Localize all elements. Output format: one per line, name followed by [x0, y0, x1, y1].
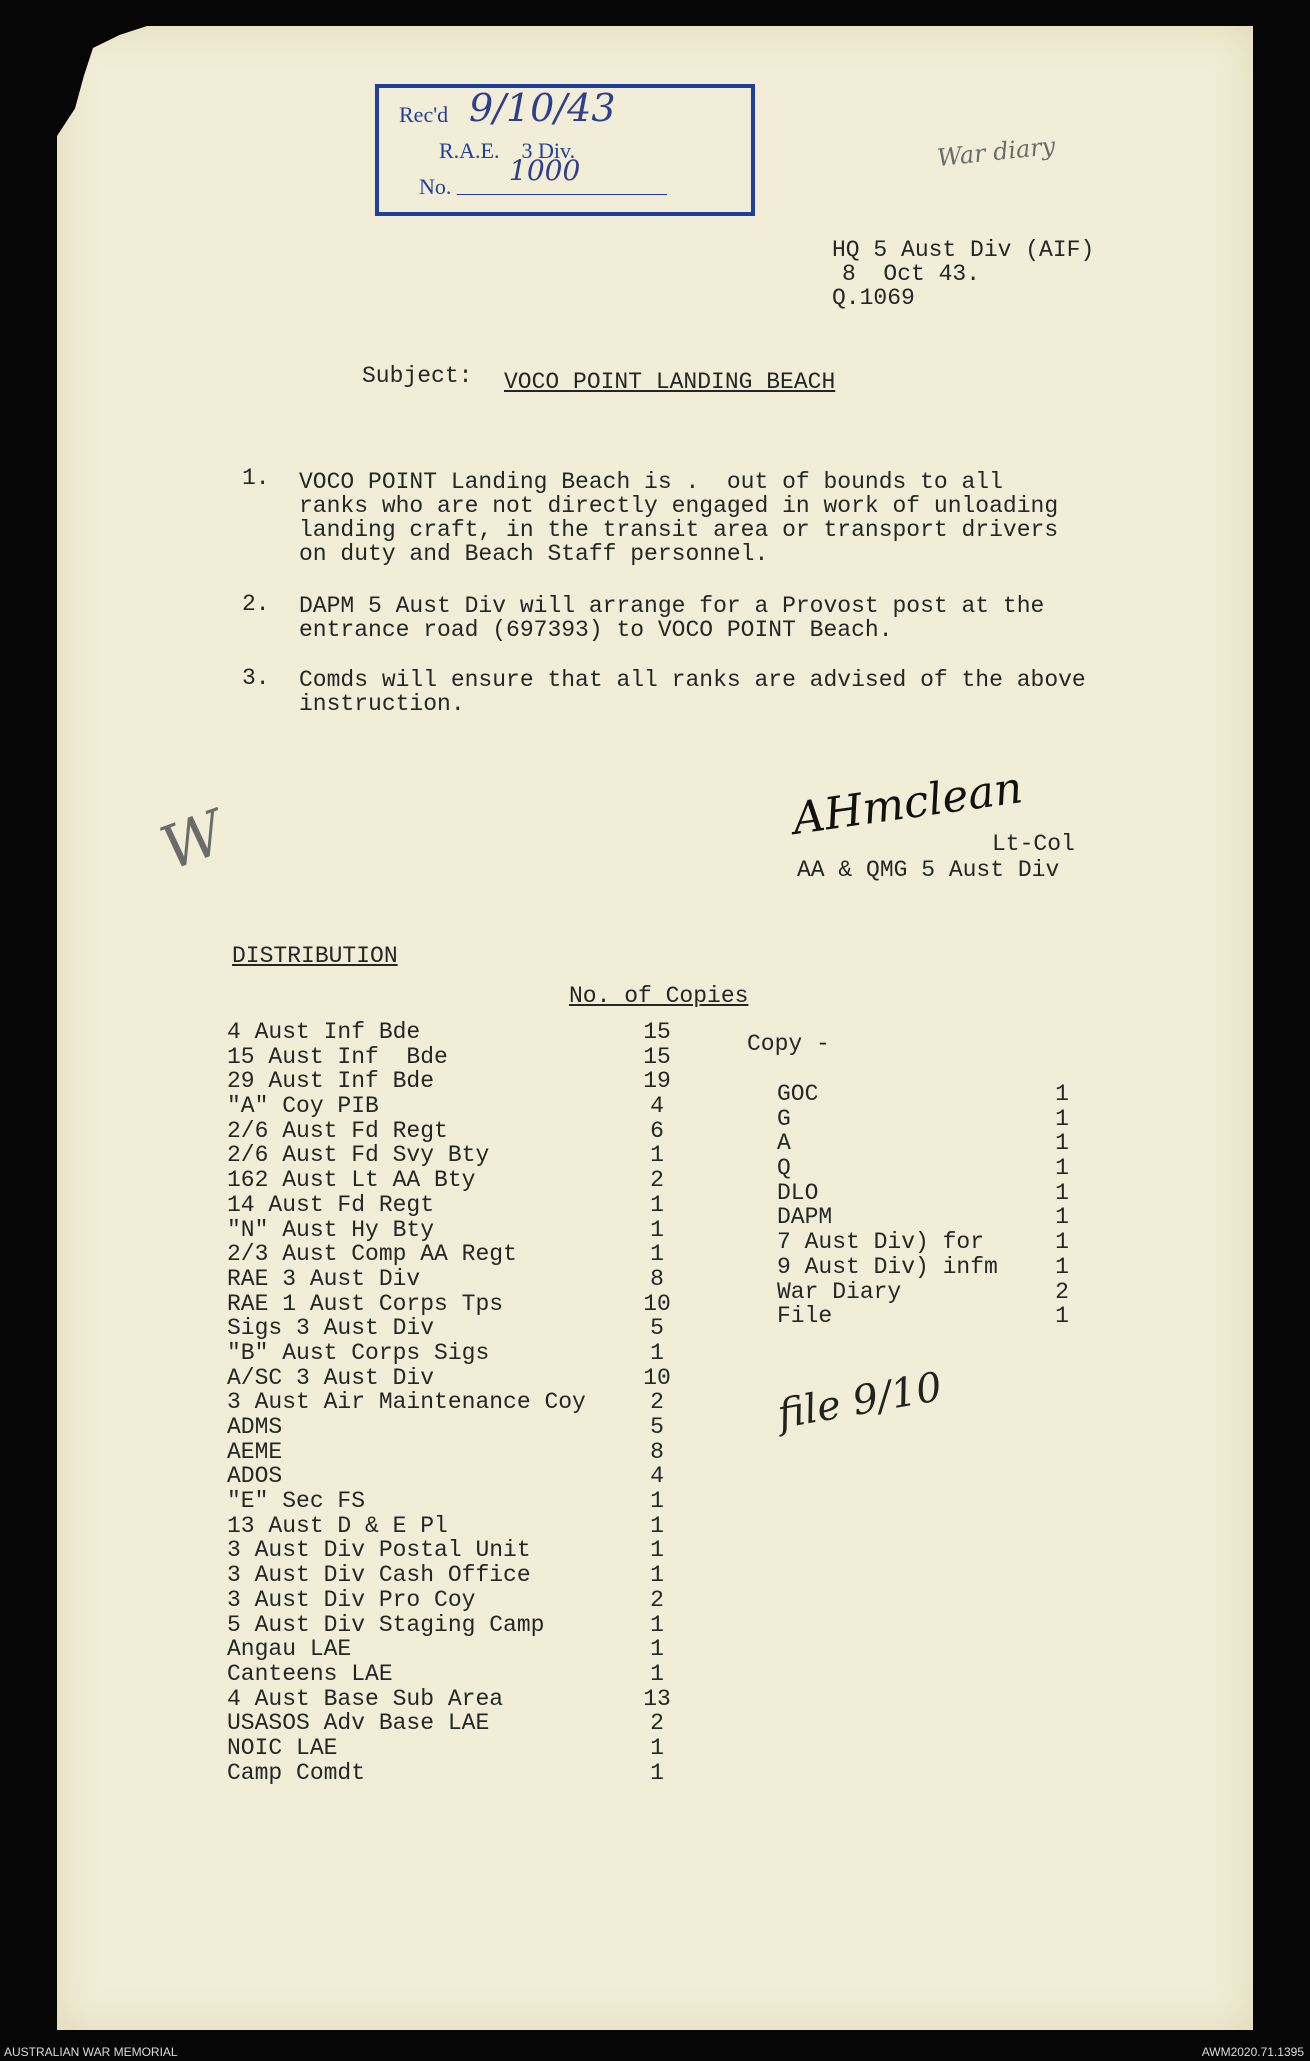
- list-item: 9 Aust Div) infm: [777, 1253, 998, 1280]
- copies-cell: 5: [650, 1315, 664, 1342]
- table-row: 4 Aust Inf Bde: [227, 1019, 421, 1045]
- para-1-line: landing craft, in the transit area or transport drivers: [299, 517, 1059, 543]
- signature-rank: Lt-Col: [992, 831, 1075, 857]
- para-1-num: 1.: [242, 465, 270, 491]
- copy-counts: [1047, 1082, 1077, 1329]
- para-3-num: 3.: [242, 665, 270, 691]
- copies-cell: 4: [650, 1093, 664, 1120]
- list-item: War Diary: [777, 1278, 902, 1305]
- list-item: File: [777, 1303, 833, 1330]
- copies-cell: 1: [650, 1537, 664, 1564]
- torn-corner: [57, 26, 147, 136]
- copies-cell: 1: [1055, 1204, 1069, 1231]
- footer-left: AUSTRALIAN WAR MEMORIAL: [4, 2045, 178, 2059]
- list-item: DAPM: [777, 1204, 833, 1231]
- copies-cell: 4: [650, 1463, 664, 1490]
- copies-cell: 8: [650, 1265, 664, 1292]
- para-1-line: ranks who are not directly engaged in work of unloading: [299, 493, 1059, 519]
- table-row: 4 Aust Base Sub Area: [227, 1685, 504, 1712]
- table-row: RAE 3 Aust Div: [227, 1265, 421, 1292]
- copies-cell: 1: [650, 1734, 664, 1761]
- copies-cell: 1: [650, 1339, 664, 1366]
- copies-cell: 5: [650, 1414, 664, 1440]
- stamp-no-value: 1000: [509, 154, 581, 187]
- table-row: 5 Aust Div Staging Camp: [227, 1611, 545, 1638]
- subject-label: Subject:: [362, 363, 473, 389]
- table-row: NOIC LAE: [227, 1734, 338, 1761]
- table-row: 162 Aust Lt AA Bty: [227, 1167, 476, 1194]
- copies-cell: 10: [643, 1290, 671, 1317]
- copies-cell: 10: [643, 1364, 671, 1391]
- table-row: Canteens LAE: [227, 1660, 393, 1687]
- copies-cell: 2: [650, 1710, 664, 1737]
- copies-heading: No. of Copies: [569, 983, 749, 1009]
- copies-cell: 1: [650, 1142, 664, 1169]
- copies-cell: 8: [650, 1438, 664, 1465]
- para-2-num: 2.: [242, 591, 270, 617]
- header-hq: HQ 5 Aust Div (AIF): [832, 237, 1095, 263]
- copies-cell: 1: [1055, 1179, 1069, 1206]
- copies-cell: 13: [643, 1685, 671, 1712]
- copies-cell: 2: [650, 1586, 664, 1613]
- table-row: "B" Aust Corps Sigs: [227, 1339, 490, 1366]
- copies-cell: 1: [650, 1759, 664, 1786]
- table-row: 29 Aust Inf Bde: [227, 1068, 435, 1095]
- copies-cell: 1: [1055, 1155, 1069, 1182]
- copies-cell: 1: [650, 1636, 664, 1663]
- list-item: Q: [777, 1155, 791, 1182]
- copies-cell: 1: [650, 1512, 664, 1539]
- footer-right: AWM2020.71.1395: [1201, 2045, 1304, 2059]
- stamp-no-label: No.: [419, 174, 452, 199]
- list-item: 7 Aust Div) for: [777, 1229, 985, 1256]
- table-row: 2/6 Aust Fd Svy Bty: [227, 1142, 490, 1169]
- distribution-units: [227, 1020, 667, 1785]
- copies-cell: 1: [1055, 1253, 1069, 1280]
- file-note: file 9/10: [774, 1363, 946, 1439]
- table-row: A/SC 3 Aust Div: [227, 1364, 435, 1391]
- table-row: Camp Comdt: [227, 1759, 366, 1786]
- distribution-copies: [627, 1020, 687, 1785]
- table-row: 3 Aust Air Maintenance Coy: [227, 1389, 586, 1416]
- header-ref: Q.1069: [832, 285, 915, 311]
- table-row: RAE 1 Aust Corps Tps: [227, 1290, 504, 1317]
- table-row: 3 Aust Div Postal Unit: [227, 1537, 531, 1564]
- copies-cell: 1: [1055, 1130, 1069, 1157]
- stamp-recd-label: Rec'd: [399, 102, 449, 127]
- table-row: "E" Sec FS: [227, 1488, 366, 1515]
- para-2-line: entrance road (697393) to VOCO POINT Beach.: [299, 617, 893, 643]
- copies-cell: 15: [643, 1019, 671, 1045]
- war-diary-note: War diary: [935, 131, 1057, 173]
- copies-cell: 2: [1055, 1278, 1069, 1305]
- table-row: Sigs 3 Aust Div: [227, 1315, 435, 1342]
- copies-cell: 1: [1055, 1081, 1069, 1107]
- para-1-line: VOCO POINT Landing Beach is . out of bounds to all: [299, 469, 1003, 495]
- copies-cell: 1: [650, 1660, 664, 1687]
- copies-cell: 1: [650, 1216, 664, 1243]
- copy-recipients: [777, 1082, 1007, 1329]
- list-item: G: [777, 1105, 791, 1132]
- copies-cell: 6: [650, 1117, 664, 1144]
- header-date: 8 Oct 43.: [842, 261, 981, 287]
- table-row: AEME: [227, 1438, 283, 1465]
- copies-cell: 1: [650, 1562, 664, 1589]
- copies-cell: 1: [650, 1611, 664, 1638]
- para-1-line: on duty and Beach Staff personnel.: [299, 541, 769, 567]
- copies-cell: 1: [650, 1241, 664, 1268]
- table-row: 2/3 Aust Comp AA Regt: [227, 1241, 517, 1268]
- copies-cell: 1: [1055, 1229, 1069, 1256]
- signature: AHmclean: [789, 762, 1026, 845]
- stamp-unit: R.A.E. 3 Div.: [439, 138, 576, 163]
- stamp-recd-date: 9/10/43: [469, 86, 616, 130]
- copies-cell: 1: [650, 1191, 664, 1218]
- copy-heading: Copy -: [747, 1031, 830, 1057]
- copies-cell: 1: [650, 1488, 664, 1515]
- document-page: [57, 26, 1253, 2030]
- para-3-line: instruction.: [299, 691, 465, 717]
- received-stamp: [375, 84, 755, 216]
- list-item: GOC: [777, 1081, 819, 1107]
- table-row: 15 Aust Inf Bde: [227, 1043, 448, 1070]
- copies-cell: 19: [643, 1068, 671, 1095]
- table-row: 3 Aust Div Pro Coy: [227, 1586, 476, 1613]
- subject-title: VOCO POINT LANDING BEACH: [504, 369, 836, 395]
- list-item: A: [777, 1130, 791, 1157]
- table-row: "N" Aust Hy Bty: [227, 1216, 435, 1243]
- distribution-heading: DISTRIBUTION: [232, 943, 398, 969]
- para-3-line: Comds will ensure that all ranks are advised of the above: [299, 667, 1086, 693]
- stamp-no-line: [457, 194, 667, 195]
- table-row: 13 Aust D & E Pl: [227, 1512, 448, 1539]
- copies-cell: 2: [650, 1389, 664, 1416]
- table-row: 3 Aust Div Cash Office: [227, 1562, 531, 1589]
- copies-cell: 1: [1055, 1303, 1069, 1330]
- table-row: ADOS: [227, 1463, 283, 1490]
- table-row: ADMS: [227, 1414, 283, 1440]
- signature-appointment: AA & QMG 5 Aust Div: [797, 857, 1060, 883]
- list-item: DLO: [777, 1179, 819, 1206]
- margin-initials: W: [151, 797, 234, 885]
- table-row: 2/6 Aust Fd Regt: [227, 1117, 448, 1144]
- table-row: Angau LAE: [227, 1636, 352, 1663]
- table-row: 14 Aust Fd Regt: [227, 1191, 435, 1218]
- copies-cell: 15: [643, 1043, 671, 1070]
- table-row: USASOS Adv Base LAE: [227, 1710, 490, 1737]
- para-2-line: DAPM 5 Aust Div will arrange for a Provost post at the: [299, 593, 1045, 619]
- copies-cell: 2: [650, 1167, 664, 1194]
- copies-cell: 1: [1055, 1105, 1069, 1132]
- table-row: "A" Coy PIB: [227, 1093, 379, 1120]
